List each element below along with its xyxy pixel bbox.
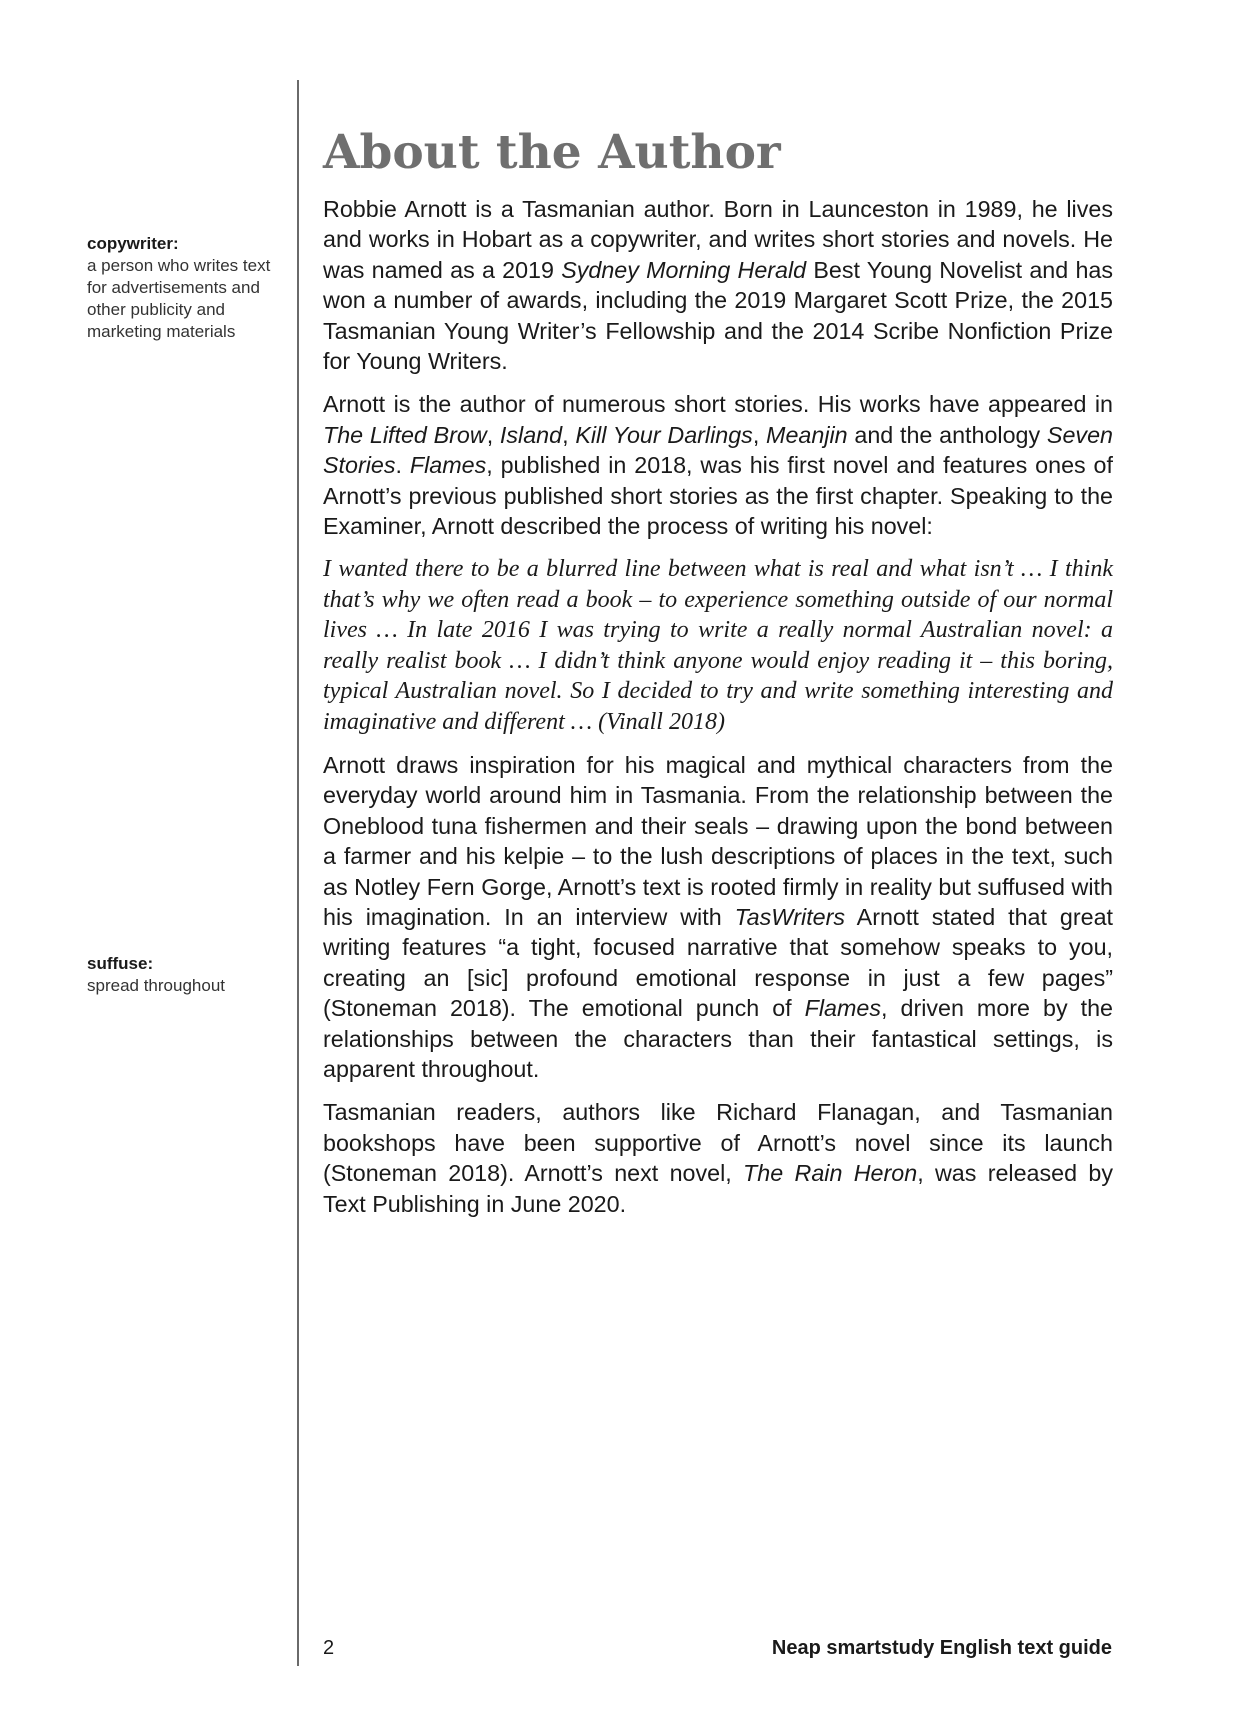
- glossary-entry-suffuse: [87, 953, 287, 997]
- paragraph-reception: Tasmanian readers, authors like Richard Flanagan, and Tasmanian bookshops have been supportive of Arnott’s novel since its launch (Stoneman 2018). Arnott’s next novel, The Rain Heron, was released by Text Publishing in June 2020.: [323, 1099, 1113, 1217]
- page-title: About the Author: [323, 125, 781, 180]
- paragraph-intro: Robbie Arnott is a Tasmanian author. Born in Launceston in 1989, he lives and works in Hobart as a copywriter, and writes short stories and novels. He was named as a 2019 Sydney Morning Herald Best Young Novelist and has won a number of awards, including the 2019 Margaret Scott Prize, the 2015 Tasmanian Young Writer’s Fellowship and the 2014 Scribe Nonfiction Prize for Young Writers.: [323, 196, 1114, 375]
- margin-rule: [297, 80, 299, 1666]
- glossary-definition: a person who writes text for advertisements and other publicity and marketing materials: [87, 256, 271, 341]
- glossary-entry-copywriter: [87, 233, 287, 343]
- main-content: [323, 122, 1113, 1232]
- footer-title: Neap smartstudy English text guide: [771, 1637, 1112, 1659]
- glossary-definition: spread throughout: [87, 976, 225, 995]
- block-quote: I wanted there to be a blurred line between what is real and what isn’t … I think that’s why we often read a book – to experience something outside of our normal lives … In late 2016 I was trying to write a really normal Australian novel: a really realist book … I didn’t think anyone would enjoy reading it – this boring, typical Australian novel. So I decided to try and write something interesting and imaginative and different … (Vinall 2018): [323, 556, 1113, 735]
- paragraph-works: Arnott is the author of numerous short stories. His works have appeared in The Lifted Brow, Island, Kill Your Darlings, Meanjin and the anthology Seven Stories. Flames, published in 2018, was his first novel and features ones of Arnott’s previous published short stories as the first chapter. Speaking to the Examiner, Arnott described the process of writing his novel:: [323, 391, 1113, 540]
- glossary-term: suffuse:: [87, 954, 154, 973]
- glossary-term: copywriter:: [87, 234, 179, 253]
- page-number: 2: [323, 1637, 335, 1659]
- paragraph-inspiration: Arnott draws inspiration for his magical and mythical characters from the everyday world around him in Tasmania. From the relationship between the Oneblood tuna fishermen and their seals – drawing upon the bond between a farmer and his kelpie – to the lush descriptions of places in the text, such as Notley Fern Gorge, Arnott’s text is rooted firmly in reality but suffused with his imagination. In an interview with TasWriters Arnott stated that great writing features “a tight, focused narrative that somehow speaks to you, creating an [sic] profound emotional response in just a few pages” (Stoneman 2018). The emotional punch of Flames, driven more by the relationships between the characters than their fantastical settings, is apparent throughout.: [323, 751, 1113, 1082]
